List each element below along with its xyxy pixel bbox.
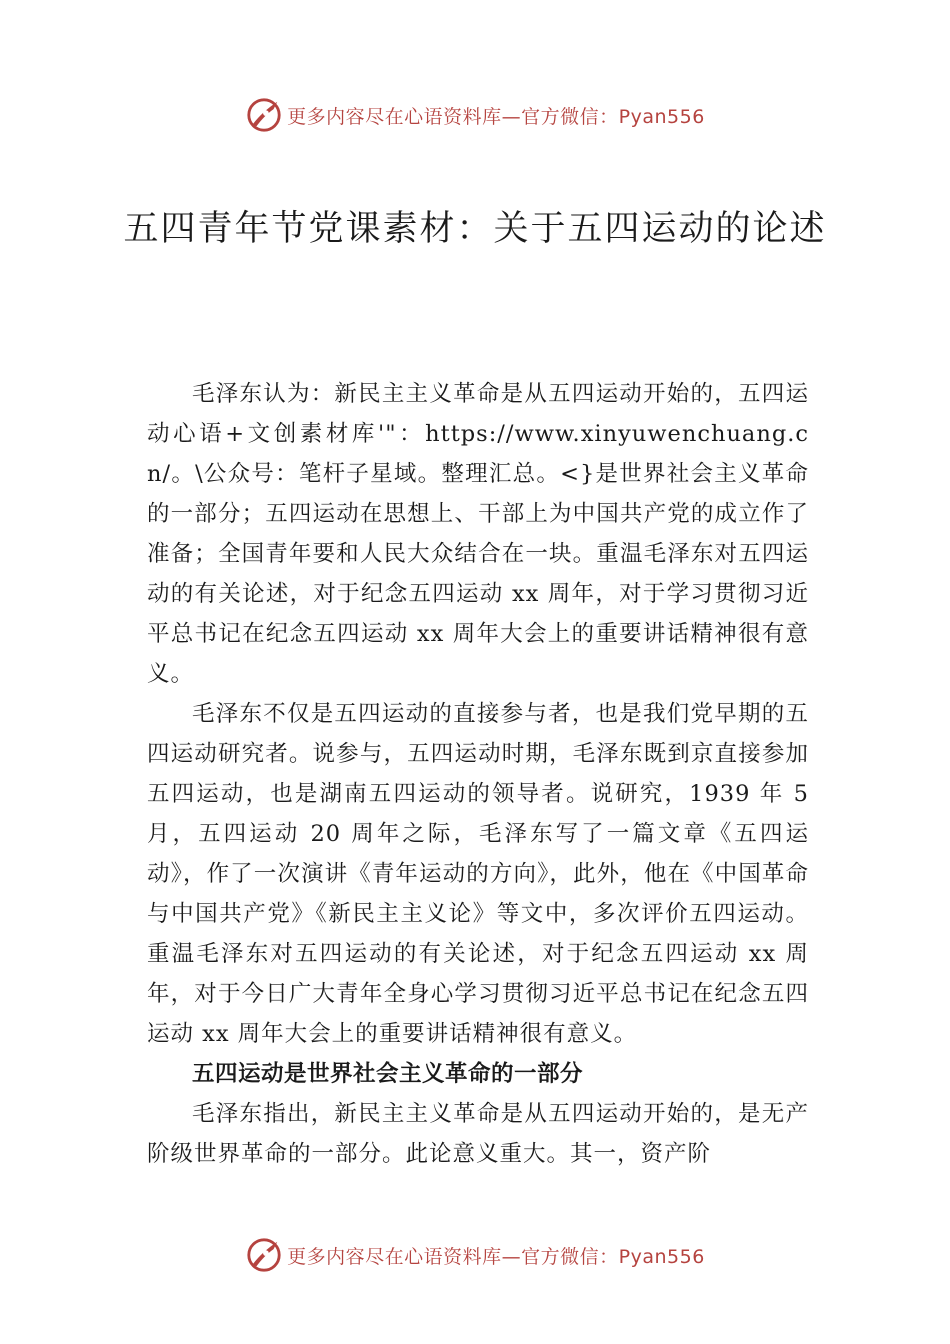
document-title: 五四青年节党课素材：关于五四运动的论述 <box>123 209 827 249</box>
pen-logo-icon <box>245 96 283 134</box>
section-heading: 五四运动是世界社会主义革命的一部分 <box>192 1061 584 1087</box>
watermark-footer <box>0 1236 950 1274</box>
paragraph: 毛泽东指出，新民主主义革命是从五四运动开始的，是无产阶级世界革命的一部分。此论意义重大。其一，资产阶 <box>147 1101 809 1167</box>
document-body <box>147 374 809 1174</box>
watermark-text: 更多内容尽在心语资料库—官方微信：Pyan556 <box>287 1245 705 1268</box>
watermark-header <box>0 96 950 134</box>
paragraph: 毛泽东不仅是五四运动的直接参与者，也是我们党早期的五四运动研究者。说参与，五四运动时期，毛泽东既到京直接参加五四运动，也是湖南五四运动的领导者。说研究，1939 年 5 月，五四运动 20 周年之际，毛泽东写了一篇文章《五四运动》，作了一次演讲《青年运动的方向》，此外，他在《中国革命与中国共产党》《新民主主义论》等文中，多次评价五四运动。重温毛泽东对五四运动的有关论述，对于纪念五四运动 xx 周年，对于今日广大青年全身心学习贯彻习近平总书记在纪念五四运动 xx 周年大会上的重要讲话精神很有意义。 <box>147 701 809 1047</box>
pen-logo-icon <box>245 1236 283 1274</box>
paragraph: 毛泽东认为：新民主主义革命是从五四运动开始的，五四运动心语+文创素材库'"：https://www.xinyuwenchuang.cn/。\公众号：笔杆子星域。整理汇总。<}是世界社会主义革命的一部分；五四运动在思想上、干部上为中国共产党的成立作了准备；全国青年要和人民大众结合在一块。重温毛泽东对五四运动的有关论述，对于纪念五四运动 xx 周年，对于学习贯彻习近平总书记在纪念五四运动 xx 周年大会上的重要讲话精神很有意义。 <box>147 381 809 687</box>
watermark-text: 更多内容尽在心语资料库—官方微信：Pyan556 <box>287 105 705 128</box>
